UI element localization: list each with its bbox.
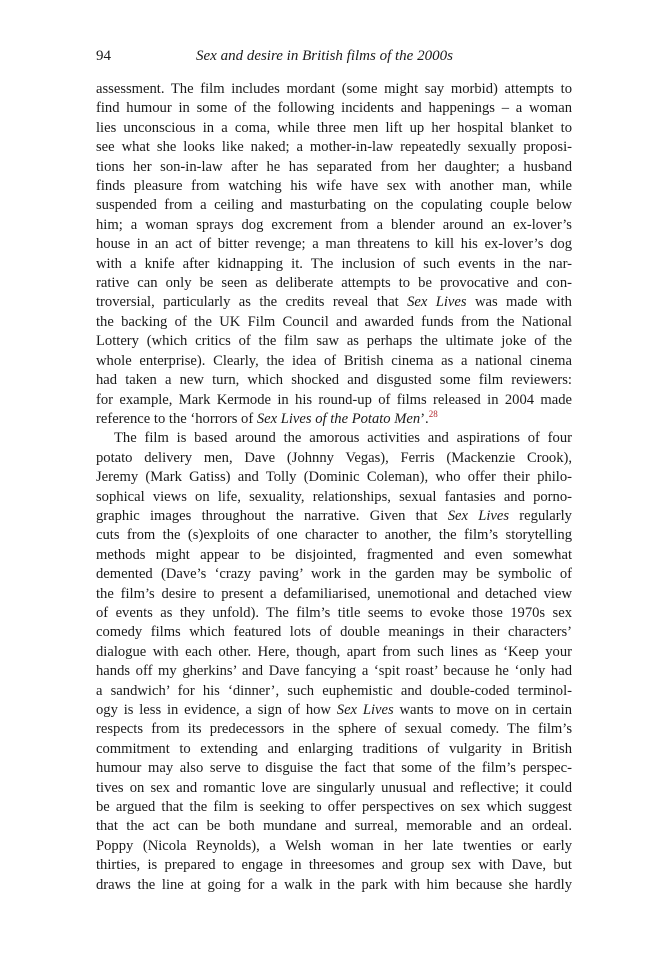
text-line <box>96 177 572 196</box>
text-line <box>96 196 572 215</box>
text-line <box>96 119 572 138</box>
text-run: sophical views on life, sexuality, relationships, sexual fantasies and porno- <box>96 488 572 505</box>
text-run: wants to move on in certain <box>393 702 572 718</box>
text-run: finds pleasure from watching his wife have sex with another man, while <box>96 178 572 195</box>
text-run: reference to the ‘horrors of <box>96 410 257 427</box>
text-run: dialogue with each other. Here, though, apart from such lines as ‘Keep your <box>96 643 572 660</box>
text-line <box>96 779 572 798</box>
footnote-ref[interactable]: 28 <box>428 409 438 420</box>
text-run: regularly <box>509 507 572 524</box>
text-line <box>96 352 572 371</box>
text-run: methods might appear to be disjointed, fragmented and even somewhat <box>96 546 572 563</box>
text-run: thirties, is prepared to engage in threesomes and group sex with Dave, but <box>96 857 572 874</box>
text-line <box>96 837 572 856</box>
text-run: him; a woman sprays dog excrement from a blender around an ex-lover’s <box>96 216 572 233</box>
text-line <box>96 138 572 157</box>
text-run: the film’s desire to present a defamiliarised, unemotional and detached view <box>96 585 572 602</box>
text-line <box>96 255 572 274</box>
text-line <box>96 391 572 410</box>
text-run: Poppy (Nicola Reynolds), a Welsh woman in her late twenties or early <box>96 837 572 854</box>
text-run: hands off my gherkins’ and Dave fancying a ‘spit roast’ because he ‘only had <box>96 663 572 680</box>
text-line <box>96 856 572 875</box>
page-number: 94 <box>96 48 111 64</box>
text-run: that the act can be both mundane and surreal, memorable and an ordeal. <box>96 818 572 835</box>
text-run: The film is based around the amorous activities and aspirations of four <box>114 430 572 447</box>
text-run: lies unconscious in a coma, while three men lift up her hospital blanket to <box>96 119 572 136</box>
text-line <box>96 526 572 545</box>
text-run: with a knife after kidnapping it. The inclusion of such events in the nar- <box>96 255 572 272</box>
text-run: tions her son-in-law after he has separated from her daughter; a husband <box>96 158 572 175</box>
text-run: of events as they unfold). The film’s title seems to evoke those 1970s sex <box>96 604 572 621</box>
text-line <box>96 410 572 429</box>
running-title: Sex and desire in British films of the 2000s <box>196 48 453 64</box>
text-line <box>96 585 572 604</box>
text-line <box>96 449 572 468</box>
text-run: commitment to extending and enlarging traditions of vulgarity in British <box>96 740 572 757</box>
text-run: graphic images throughout the narrative. Given that <box>96 507 448 524</box>
text-run: ogy is less in evidence, a sign of how <box>96 702 337 718</box>
text-line <box>96 468 572 487</box>
text-run: had taken a new turn, which shocked and disgusted some film reviewers: <box>96 372 572 389</box>
text-line <box>96 643 572 662</box>
text-line <box>96 80 572 99</box>
text-run: tives on sex and romantic love are singularly unusual and reflective; it could <box>96 779 572 796</box>
text-line <box>96 507 572 526</box>
text-line <box>96 720 572 739</box>
text-run: demented (Dave’s ‘crazy paving’ work in the garden may be symbolic of <box>96 566 572 583</box>
text-line <box>96 371 572 390</box>
text-run: Jeremy (Mark Gatiss) and Tolly (Dominic Coleman), who offer their philo- <box>96 469 572 486</box>
text-run: respects from its predecessors in the sphere of sexual comedy. The film’s <box>96 721 572 738</box>
text-run: see what she looks like naked; a mother-in-law repeatedly sexually proposi- <box>96 139 572 156</box>
italic-title: Sex Lives <box>336 702 394 718</box>
text-run: suspended from a ceiling and masturbating on the copulating couple below <box>96 197 572 214</box>
italic-title: Sex Lives <box>407 294 467 311</box>
text-line <box>96 565 572 584</box>
text-run: ’. <box>420 410 429 427</box>
text-run: comedy films which featured lots of double meanings in their characters’ <box>96 624 572 641</box>
text-line <box>96 429 572 448</box>
text-line <box>96 313 572 332</box>
text-line <box>96 546 572 565</box>
text-run: rative can only be seen as deliberate attempts to be provocative and con- <box>96 275 572 292</box>
text-run: cuts from the (s)exploits of one character to another, the film’s storytelling <box>96 527 572 544</box>
text-line <box>96 662 572 681</box>
body-text <box>96 80 572 895</box>
paragraph <box>96 80 572 429</box>
text-run: for example, Mark Kermode in his round-up of films released in 2004 made <box>96 391 572 408</box>
text-run: Lottery (which critics of the film saw as perhaps the ultimate joke of the <box>96 333 572 350</box>
text-run: house in an act of bitter revenge; a man threatens to kill his ex-lover’s dog <box>96 236 572 253</box>
text-line <box>96 158 572 177</box>
text-line <box>96 876 572 895</box>
running-head <box>96 48 572 70</box>
italic-title: Sex Lives of the Potato Men <box>256 410 421 427</box>
text-run: was made with <box>466 294 572 311</box>
text-line <box>96 798 572 817</box>
text-line <box>96 332 572 351</box>
italic-title: Sex Lives <box>447 507 510 524</box>
text-run: assessment. The film includes mordant (some might say morbid) attempts to <box>96 81 572 97</box>
text-run: potato delivery men, Dave (Johnny Vegas), Ferris (Mackenzie Crook), <box>96 449 572 466</box>
text-run: be argued that the film is seeking to offer perspectives on sex which suggest <box>96 799 572 816</box>
text-run: the backing of the UK Film Council and awarded funds from the National <box>96 313 572 330</box>
text-run: troversial, particularly as the credits reveal that <box>96 294 408 311</box>
text-line <box>96 488 572 507</box>
text-run: find humour in some of the following incidents and happenings – a woman <box>96 100 572 117</box>
text-run: humour may also serve to disguise the fact that some of the film’s perspec- <box>96 760 572 777</box>
text-line <box>96 604 572 623</box>
text-line <box>96 293 572 312</box>
text-run: a sandwich’ for his ‘dinner’, such euphemistic and double-coded terminol- <box>96 682 572 699</box>
text-line <box>96 817 572 836</box>
text-run: whole enterprise). Clearly, the idea of British cinema as a national cinema <box>96 352 572 369</box>
text-line <box>96 740 572 759</box>
text-line <box>96 274 572 293</box>
book-page <box>96 48 572 895</box>
paragraph <box>96 429 572 895</box>
text-line <box>96 701 572 720</box>
text-line <box>96 682 572 701</box>
text-line <box>96 623 572 642</box>
text-line <box>96 235 572 254</box>
text-line <box>96 759 572 778</box>
text-run: draws the line at going for a walk in the park with him because she hardly <box>96 876 572 893</box>
text-line <box>96 99 572 118</box>
text-line <box>96 216 572 235</box>
